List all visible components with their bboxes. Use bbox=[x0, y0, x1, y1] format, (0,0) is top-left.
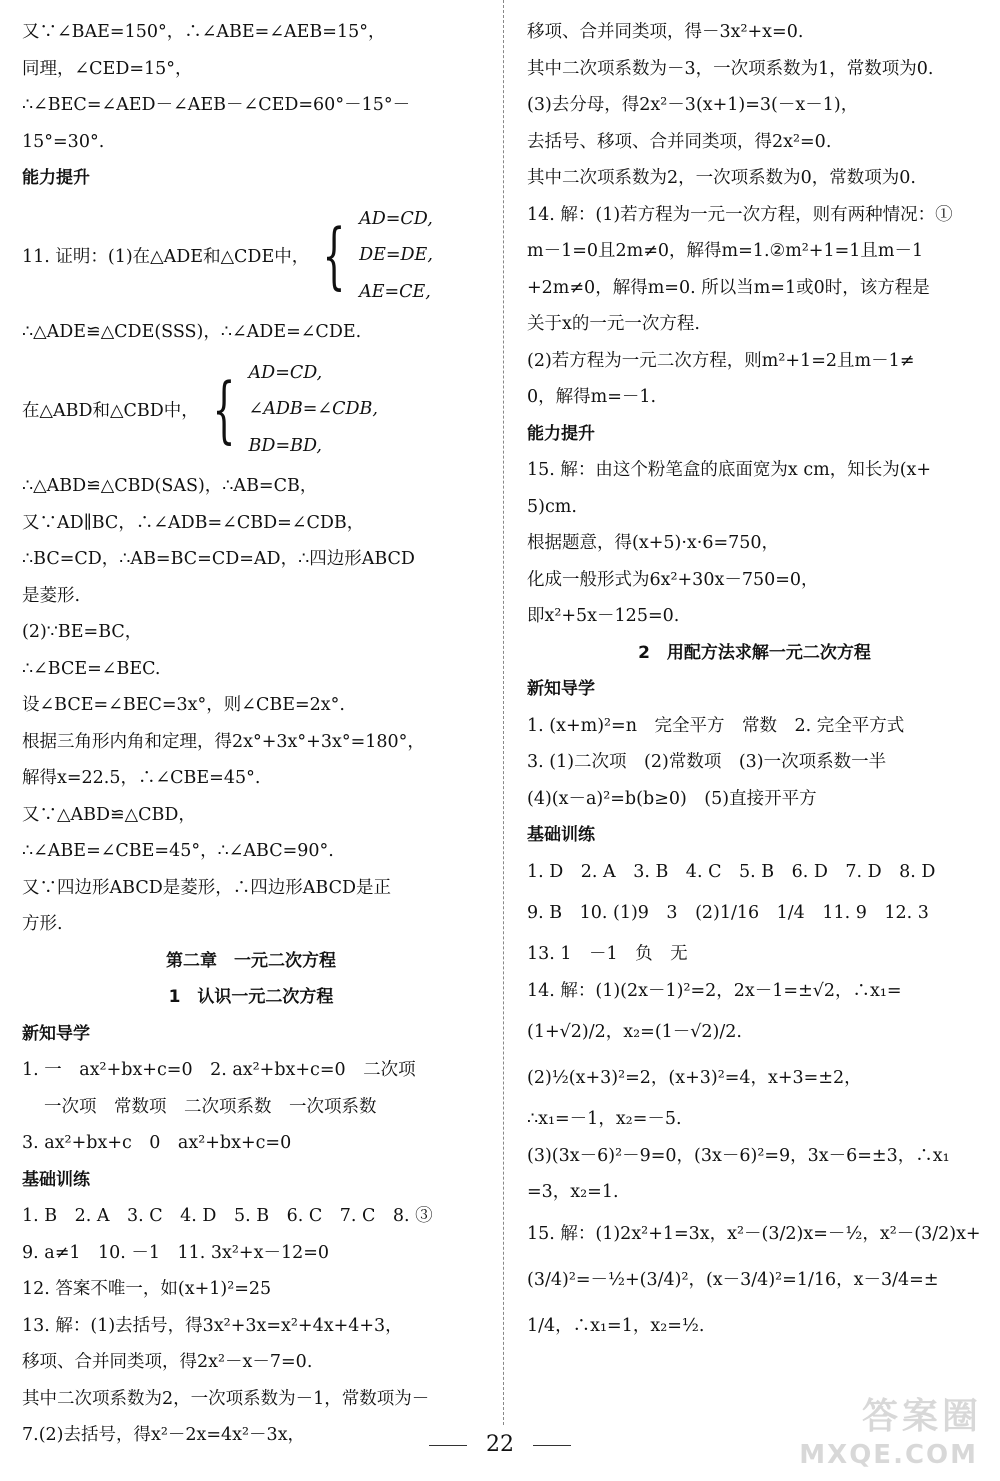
text-line: 去括号、移项、合并同类项，得2x²=0. bbox=[527, 131, 832, 152]
text-line: =3，x₂=1. bbox=[527, 1182, 619, 1202]
text-line: 是菱形. bbox=[22, 585, 81, 606]
text-line: 3. ax²+bx+c 0 ax²+bx+c=0 bbox=[22, 1133, 292, 1153]
text-line: 15. 解：(1)2x²+1=3x，x²－(3/2)x=－½，x²－(3/2)x+ bbox=[527, 1223, 981, 1244]
text-line: 一次项 常数项 二次项系数 一次项系数 bbox=[44, 1096, 377, 1117]
section-title: 2 用配方法求解一元二次方程 bbox=[638, 642, 871, 663]
text-line: 13. 解：(1)去括号，得3x²+3x=x²+4x+4+3， bbox=[22, 1315, 403, 1336]
text-line: 化成一般形式为6x²+30x－750=0， bbox=[527, 569, 819, 590]
system-row: ∠ADB=∠CDB, bbox=[248, 399, 378, 419]
section-heading: 新知导学 bbox=[22, 1023, 90, 1044]
system-row: AD=CD, bbox=[248, 362, 323, 383]
text-line: 又∵AD∥BC，∴∠ADB=∠CBD=∠CDB， bbox=[22, 512, 365, 533]
text-line: (2)½(x+3)²=2，(x+3)²=4，x+3=±2， bbox=[527, 1068, 862, 1088]
text-line: ∴x₁=－1，x₂=－5. bbox=[527, 1109, 682, 1129]
column-divider bbox=[503, 0, 504, 1425]
text-line: (2)∵BE=BC， bbox=[22, 622, 143, 642]
text-line: 13. 1 －1 负 无 bbox=[527, 944, 688, 964]
text-line: 14. 解：(1)(2x－1)²=2，2x－1=±√2，∴x₁= bbox=[527, 980, 902, 1001]
section-heading: 能力提升 bbox=[22, 168, 90, 188]
text-line: 其中二次项系数为－3，一次项系数为1，常数项为0. bbox=[527, 58, 934, 79]
text-line: +2m≠0，解得m=0. 所以当m=1或0时，该方程是 bbox=[527, 277, 930, 298]
text-line: 根据题意，得(x+5)·x·6=750， bbox=[527, 533, 780, 553]
text-line: (3/4)²=－½+(3/4)²，(x－3/4)²=1/16，x－3/4=± bbox=[527, 1269, 939, 1290]
brace-icon: { bbox=[322, 213, 346, 298]
text-line: 1. (x+m)²=n 完全平方 常数 2. 完全平方式 bbox=[527, 715, 905, 736]
watermark-url: MXQE.COM bbox=[799, 1440, 978, 1470]
text-line: 同理，∠CED=15°， bbox=[22, 58, 193, 79]
watermark-text: 答案圈 bbox=[861, 1396, 982, 1437]
text-line: 3. (1)二次项 (2)常数项 (3)一次项系数一半 bbox=[527, 752, 887, 772]
system-prefix: 11. 证明：(1)在△ADE和△CDE中， bbox=[22, 246, 310, 267]
text-line: 14. 解：(1)若方程为一元一次方程，则有两种情况：① bbox=[527, 204, 953, 225]
text-line: 设∠BCE=∠BEC=3x°，则∠CBE=2x°. bbox=[22, 695, 345, 715]
text-line: (1+√2)/2，x₂=(1－√2)/2. bbox=[527, 1022, 742, 1042]
page-number: 22 bbox=[486, 1432, 514, 1457]
brace-icon: { bbox=[212, 367, 236, 452]
text-line: 又∵△ABD≌△CBD， bbox=[22, 804, 196, 825]
text-line: 方形. bbox=[22, 914, 63, 934]
section-heading: 能力提升 bbox=[527, 423, 595, 444]
text-line: 移项、合并同类项，得2x²－x－7=0. bbox=[22, 1352, 313, 1372]
text-line: 9. B 10. (1)9 3 (2)1/16 1/4 11. 9 12. 3 bbox=[527, 903, 929, 923]
text-line: ∴△ADE≌△CDE(SSS)，∴∠ADE=∠CDE. bbox=[22, 322, 362, 342]
system-row: AD=CD, bbox=[359, 208, 433, 229]
system-row: AE=CE, bbox=[359, 281, 431, 302]
text-line: (2)若方程为一元二次方程，则m²+1=2且m－1≠ bbox=[527, 350, 915, 371]
text-line: 9. a≠1 10. －1 11. 3x²+x－12=0 bbox=[22, 1242, 330, 1263]
system-row: DE=DE, bbox=[359, 245, 433, 265]
section-heading: 新知导学 bbox=[527, 679, 595, 699]
text-line: 即x²+5x－125=0. bbox=[527, 606, 680, 626]
text-line: 1/4，∴x₁=1，x₂=½. bbox=[527, 1315, 705, 1336]
footer-dash bbox=[533, 1445, 571, 1446]
text-line: m－1=0且2m≠0，解得m=1.②m²+1=1且m－1 bbox=[527, 241, 924, 261]
text-line: 15°=30°. bbox=[22, 131, 105, 152]
text-line: 1. 一 ax²+bx+c=0 2. ax²+bx+c=0 二次项 bbox=[22, 1060, 416, 1080]
chapter-title: 第二章 一元二次方程 bbox=[166, 950, 336, 971]
text-line: 关于x的一元一次方程. bbox=[527, 314, 700, 334]
left-column bbox=[22, 14, 480, 1454]
text-line: 根据三角形内角和定理，得2x°+3x°+3x°=180°， bbox=[22, 731, 425, 752]
text-line: ∴∠BCE=∠BEC. bbox=[22, 658, 161, 679]
text-line: ∴∠BEC=∠AED－∠AEB－∠CED=60°－15°－ bbox=[22, 95, 411, 115]
text-line: 12. 答案不唯一，如(x+1)²=25 bbox=[22, 1279, 272, 1299]
text-line: 又∵四边形ABCD是菱形，∴四边形ABCD是正 bbox=[22, 877, 391, 898]
text-line: 5)cm. bbox=[527, 496, 577, 517]
text-line: 1. B 2. A 3. C 4. D 5. B 6. C 7. C 8. ③ bbox=[22, 1206, 433, 1226]
text-line: 其中二次项系数为2，一次项系数为0，常数项为0. bbox=[527, 168, 916, 188]
text-line: 解得x=22.5，∴∠CBE=45°. bbox=[22, 768, 261, 788]
text-line: (4)(x－a)²=b(b≥0) (5)直接开平方 bbox=[527, 788, 817, 809]
text-line: ∴BC=CD，∴AB=BC=CD=AD，∴四边形ABCD bbox=[22, 549, 415, 569]
equation-system-line bbox=[22, 351, 480, 469]
text-line: ∴∠ABE=∠CBE=45°，∴∠ABC=90°. bbox=[22, 841, 334, 861]
section-heading: 基础训练 bbox=[22, 1169, 90, 1190]
equation-system bbox=[359, 201, 433, 311]
equation-system bbox=[249, 355, 378, 465]
footer-dash bbox=[429, 1445, 467, 1446]
text-line: 1. D 2. A 3. B 4. C 5. B 6. D 7. D 8. D bbox=[527, 861, 936, 882]
text-line: 15. 解：由这个粉笔盒的底面宽为x cm，知长为(x+ bbox=[527, 460, 932, 480]
equation-system-line bbox=[22, 197, 480, 315]
text-line: ∴△ABD≌△CBD(SAS)，∴AB=CB， bbox=[22, 476, 318, 496]
section-title: 1 认识一元二次方程 bbox=[168, 987, 334, 1007]
section-heading: 基础训练 bbox=[527, 825, 595, 845]
watermark-logo bbox=[799, 1388, 982, 1474]
text-line: 0，解得m=－1. bbox=[527, 387, 657, 407]
system-prefix: 在△ABD和△CBD中， bbox=[22, 400, 199, 421]
text-line: 7.(2)去括号，得x²－2x=4x²－3x， bbox=[22, 1425, 306, 1445]
text-line: (3)(3x－6)²－9=0，(3x－6)²=9，3x－6=±3，∴x₁ bbox=[527, 1145, 950, 1166]
text-line: 又∵∠BAE=150°，∴∠ABE=∠AEB=15°， bbox=[22, 22, 386, 42]
right-column bbox=[527, 14, 982, 1349]
text-line: 其中二次项系数为2，一次项系数为－1，常数项为－ bbox=[22, 1388, 430, 1409]
system-row: BD=BD, bbox=[248, 435, 322, 456]
text-line: (3)去分母，得2x²－3(x+1)=3(－x－1)， bbox=[527, 95, 859, 115]
text-line: 移项、合并同类项，得－3x²+x=0. bbox=[527, 22, 804, 42]
